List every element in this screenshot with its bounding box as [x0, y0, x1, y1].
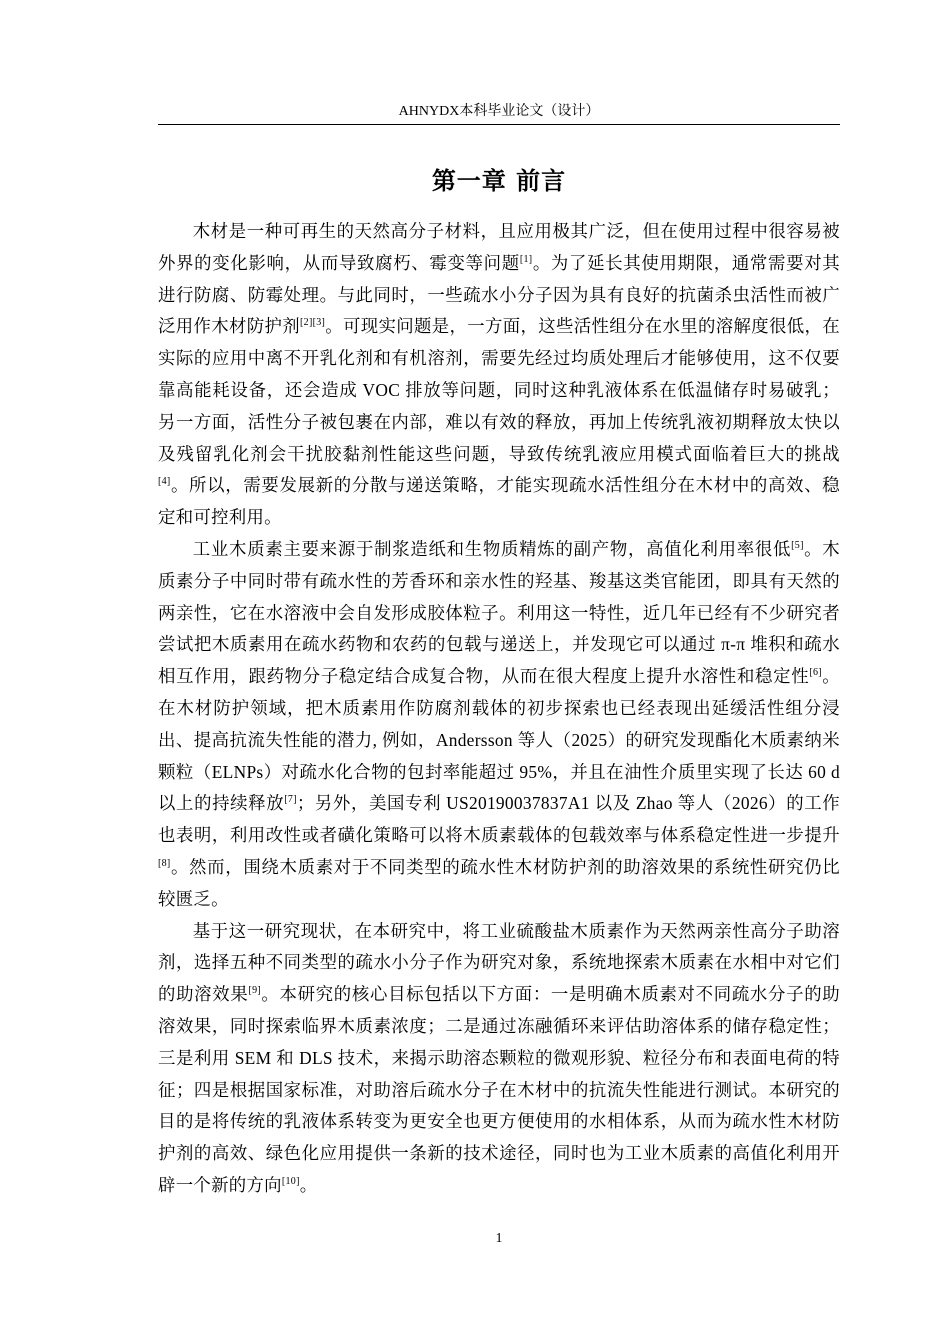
- citation-marker: [1]: [519, 253, 533, 265]
- paragraph-text: 。在木材防护领域，把木质素用作防腐剂载体的初步探索也已经表现出延缓活性组分浸出、提高抗流失性能的潜力, 例如，Andersson 等人（2025）的研究发现酯化木质素纳米颗粒（ELNPs）对疏水化合物的包封率能超过 95%，并且在油性介质里实现了长达 60 d 以上的持续释放: [158, 666, 840, 814]
- paragraph-text: 。为了延长其使用期限，通常需要对其进行防腐、防霉处理。与此同时，一些疏水小分子因为具有良好的抗菌杀虫活性而被广泛用作木材防护剂: [158, 252, 840, 337]
- body-paragraph: [158, 534, 840, 916]
- running-header: AHNYDX本科毕业论文（设计）: [398, 104, 600, 119]
- citation-marker: [8]: [158, 857, 171, 869]
- citation-marker: [9]: [248, 985, 262, 997]
- citation-marker: [6]: [809, 667, 822, 679]
- paragraph-text: 。可现实问题是，一方面，这些活性组分在水里的溶解度很低，在实际的应用中离不开乳化剂和有机溶剂，需要先经过均质处理后才能够使用，这不仅要靠高能耗设备，还会造成 VOC 排放等问题，同时这种乳液体系在低温储存时易破乳；另一方面，活性分子被包裹在内部，难以有效的释放，再加上传统乳液初期释放太快以及残留乳化剂会干扰胶黏剂性能这些问题，导致传统乳液应用模式面临着巨大的挑战: [158, 316, 840, 464]
- citation-marker: [10]: [281, 1175, 300, 1187]
- body-paragraph: [158, 216, 840, 534]
- paragraph-text: 。本研究的核心目标包括以下方面：一是明确木质素对不同疏水分子的助溶效果，同时探索临界木质素浓度；二是通过冻融循环来评估助溶体系的储存稳定性；三是利用 SEM 和 DLS 技术，来揭示助溶态颗粒的微观形貌、粒径分布和表面电荷的特征；四是根据国家标准，对助溶后疏水分子在木材中的抗流失性能进行测试。本研究的目的是将传统的乳液体系转变为更安全也更方便使用的水相体系，从而为疏水性木材防护剂的高效、绿色化应用提供一条新的技术途径，同时也为工业木质素的高值化利用开辟一个新的方向: [158, 984, 840, 1195]
- body-text: [158, 216, 840, 1202]
- citation-marker: [2][3]: [300, 317, 326, 329]
- citation-marker: [7]: [284, 794, 297, 806]
- paragraph-text: 。木质素分子中同时带有疏水性的芳香环和亲水性的羟基、羧基这类官能团，即具有天然的两亲性，它在水溶液中会自发形成胶体粒子。利用这一特性，近几年已经有不少研究者尝试把木质素用在疏水药物和农药的包载与递送上，并发现它可以通过 π-π 堆积和疏水相互作用，跟药物分子稳定结合成复合物，从而在很大程度上提升水溶性和稳定性: [158, 538, 840, 687]
- citation-marker: [5]: [791, 539, 804, 551]
- header-divider: [158, 124, 840, 125]
- paragraph-text: 工业木质素主要来源于制浆造纸和生物质精炼的副产物，高值化利用率很低: [192, 538, 792, 559]
- paragraph-text: 。然而，围绕木质素对于不同类型的疏水性木材防护剂的助溶效果的系统性研究仍比较匮乏。: [158, 856, 840, 909]
- citation-marker: [4]: [158, 476, 171, 488]
- chapter-title: 第一章 前言: [431, 167, 567, 195]
- paragraph-text: 。: [299, 1174, 318, 1195]
- paragraph-text: 。所以，需要发展新的分散与递送策略，才能实现疏水活性组分在木材中的高效、稳定和可控利用。: [158, 475, 840, 528]
- paragraph-text: 木材是一种可再生的天然高分子材料，且应用极其广泛，但在使用过程中很容易被外界的变化影响，从而导致腐朽、霉变等问题: [158, 221, 840, 273]
- paragraph-text: ；另外，美国专利 US20190037837A1 以及 Zhao 等人（2026）的工作也表明，利用改性或者磺化策略可以将木质素载体的包载效率与体系稳定性进一步提升: [158, 793, 840, 846]
- body-paragraph: [158, 916, 840, 1202]
- page-number: 1: [495, 1231, 503, 1246]
- paragraph-text: 基于这一研究现状，在本研究中，将工业硫酸盐木质素作为天然两亲性高分子助溶剂，选择五种不同类型的疏水小分子作为研究对象，系统地探索木质素在水相中对它们的助溶效果: [158, 920, 840, 1005]
